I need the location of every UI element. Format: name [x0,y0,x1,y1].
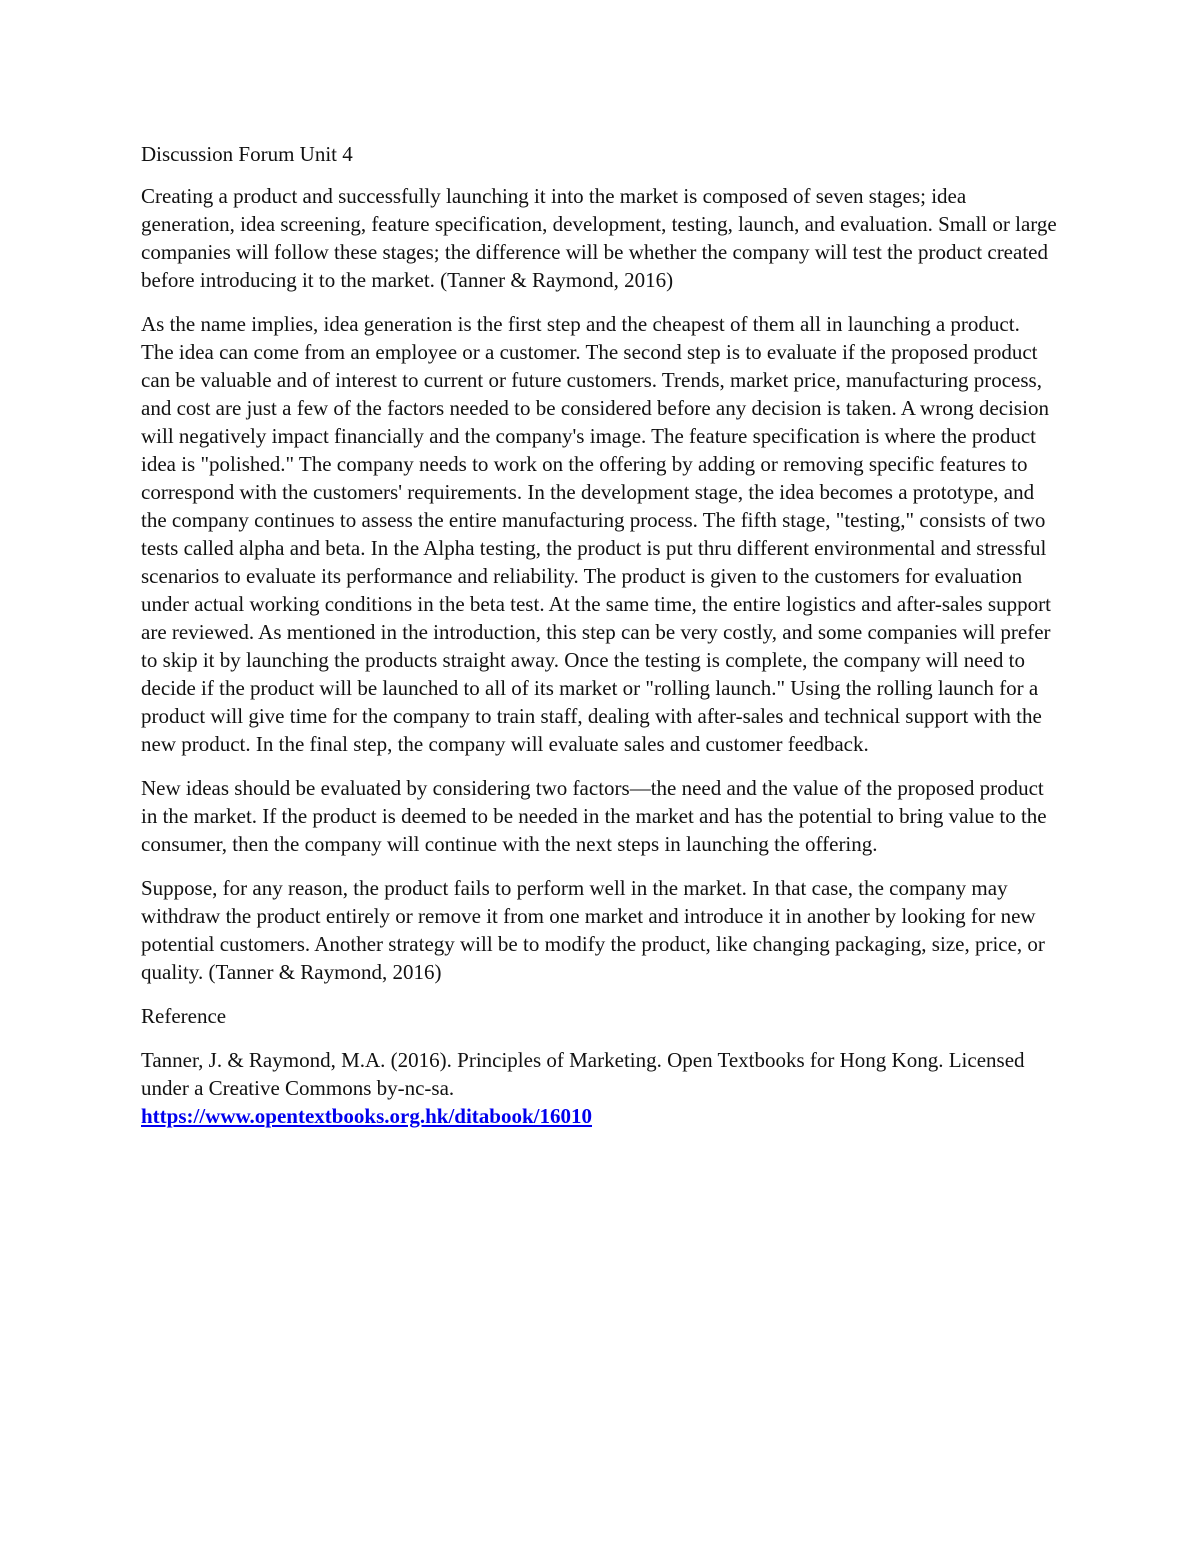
reference-link[interactable]: https://www.opentextbooks.org.hk/ditabook/16010 [141,1104,592,1128]
reference-entry [141,1046,1057,1130]
reference-heading: Reference [141,1004,227,1028]
paragraph-evaluation: New ideas should be evaluated by considering two factors—the need and the value of the proposed product in the market. If the product is deemed to be needed in the market and has the potential to bring value to the consumer, then the company will continue with the next steps in launching the offering. [141,776,1047,856]
paragraph-failure: Suppose, for any reason, the product fails to perform well in the market. In that case, the company may withdraw the product entirely or remove it from one market and introduce it in another by looking for new potential customers. Another strategy will be to modify the product, like changing packaging, size, price, or quality. (Tanner & Raymond, 2016) [141,876,1045,984]
paragraph-intro: Creating a product and successfully launching it into the market is composed of seven stages; idea generation, idea screening, feature specification, development, testing, launch, and evaluation. Small or large companies will follow these stages; the difference will be whether the company will test the product created before introducing it to the market. (Tanner & Raymond, 2016) [141,184,1057,292]
document-page [141,140,1057,1130]
paragraph-stages: As the name implies, idea generation is the first step and the cheapest of them all in launching a product. The idea can come from an employee or a customer. The second step is to evaluate if the proposed product can be valuable and of interest to current or future customers. Trends, market price, manufacturing process, and cost are just a few of the factors needed to be considered before any decision is taken. A wrong decision will negatively impact financially and the company's image. The feature specification is where the product idea is "polished." The company needs to work on the offering by adding or removing specific features to correspond with the customers' requirements. In the development stage, the idea becomes a prototype, and the company continues to assess the entire manufacturing process. The fifth stage, "testing," consists of two tests called alpha and beta. In the Alpha testing, the product is put thru different environmental and stressful scenarios to evaluate its performance and reliability. The product is given to the customers for evaluation under actual working conditions in the beta test. At the same time, the entire logistics and after-sales support are reviewed. As mentioned in the introduction, this step can be very costly, and some companies will prefer to skip it by launching the products straight away. Once the testing is complete, the company will need to decide if the product will be launched to all of its market or "rolling launch." Using the rolling launch for a product will give time for the company to train staff, dealing with after-sales and technical support with the new product. In the final step, the company will evaluate sales and customer feedback. [141,312,1051,756]
document-title: Discussion Forum Unit 4 [141,142,353,166]
reference-text: Tanner, J. & Raymond, M.A. (2016). Principles of Marketing. Open Textbooks for Hong Kong. Licensed under a Creative Commons by-nc-sa. [141,1048,1025,1100]
